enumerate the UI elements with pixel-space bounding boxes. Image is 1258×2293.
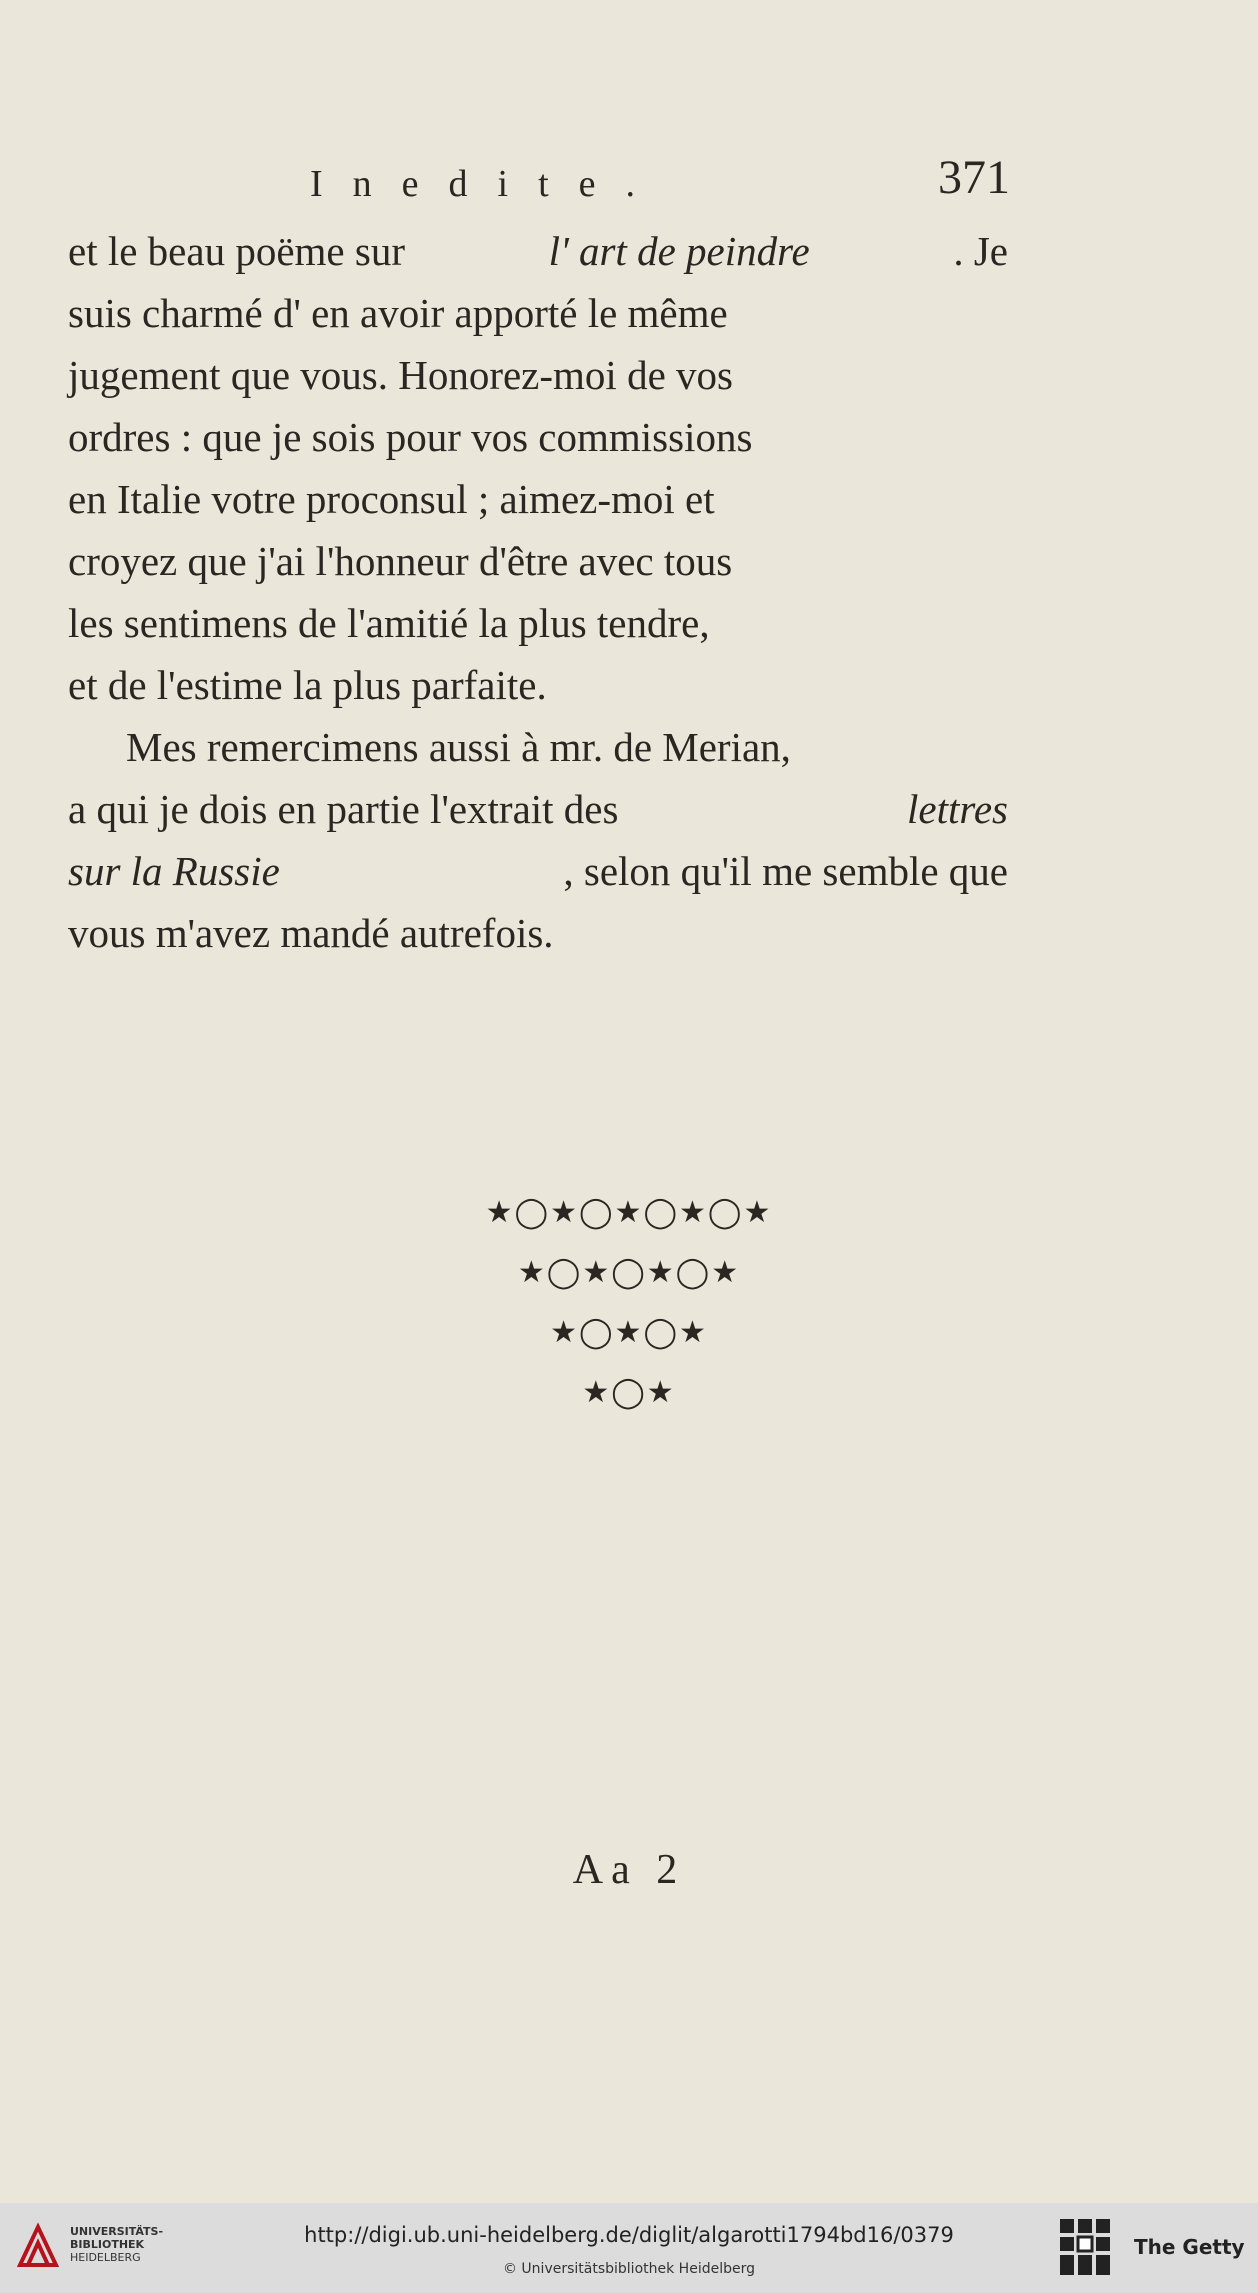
running-title: Inedite. [310, 163, 666, 205]
text-line-1: et le beau poëme sur l' art de peindre . Je [68, 220, 1008, 282]
page-number: 371 [938, 151, 1010, 204]
ornament-row-4: ★◯★ [582, 1375, 676, 1410]
getty-name: The Getty [1134, 2235, 1245, 2259]
italic-title: lettres [907, 786, 1008, 832]
text-line-3: jugement que vous. Honorez-moi de vos [68, 352, 733, 398]
footer-bar [0, 2203, 1258, 2293]
text-line-12: vous m'avez mandé autrefois. [68, 910, 554, 956]
text-line-7: les sentimens de l'amitié la plus tendre, [68, 600, 710, 646]
university-library-name: UNIVERSITÄTS- BIBLIOTHEK HEIDELBERG [70, 2225, 164, 2264]
copyright-text: © Universitätsbibliothek Heidelberg [502, 2261, 755, 2277]
source-url-link[interactable]: http://digi.ub.uni-heidelberg.de/diglit/algarotti1794bd16/0379 [304, 2223, 954, 2247]
page-header [310, 150, 1010, 210]
text-line-5: en Italie votre proconsul ; aimez-moi et [68, 476, 715, 522]
ornament-row-3: ★◯★◯★ [550, 1315, 708, 1350]
signature-mark: Aa 2 [572, 1847, 686, 1893]
text-line-4: ordres : que je sois pour vos commissions [68, 414, 753, 460]
italic-title: sur la Russie [68, 848, 280, 894]
text-line-11: sur la Russie , selon qu'il me semble que [68, 840, 1008, 902]
text-line-10: a qui je dois en partie l'extrait des lettres [68, 778, 1008, 840]
text-line-8: et de l'estime la plus parfaite. [68, 662, 547, 708]
ornament-row-2: ★◯★◯★◯★ [517, 1255, 741, 1290]
italic-title: l' art de peindre [548, 228, 810, 274]
text-line-9: Mes remercimens aussi à mr. de Merian, [126, 724, 791, 770]
ornament-row-1: ★◯★◯★◯★◯★ [485, 1195, 773, 1230]
getty-logo-icon [1058, 2217, 1112, 2279]
body-text [68, 220, 1008, 964]
text-line-6: croyez que j'ai l'honneur d'être avec tous [68, 538, 733, 584]
text-line-2: suis charmé d' en avoir apporté le même [68, 290, 728, 336]
